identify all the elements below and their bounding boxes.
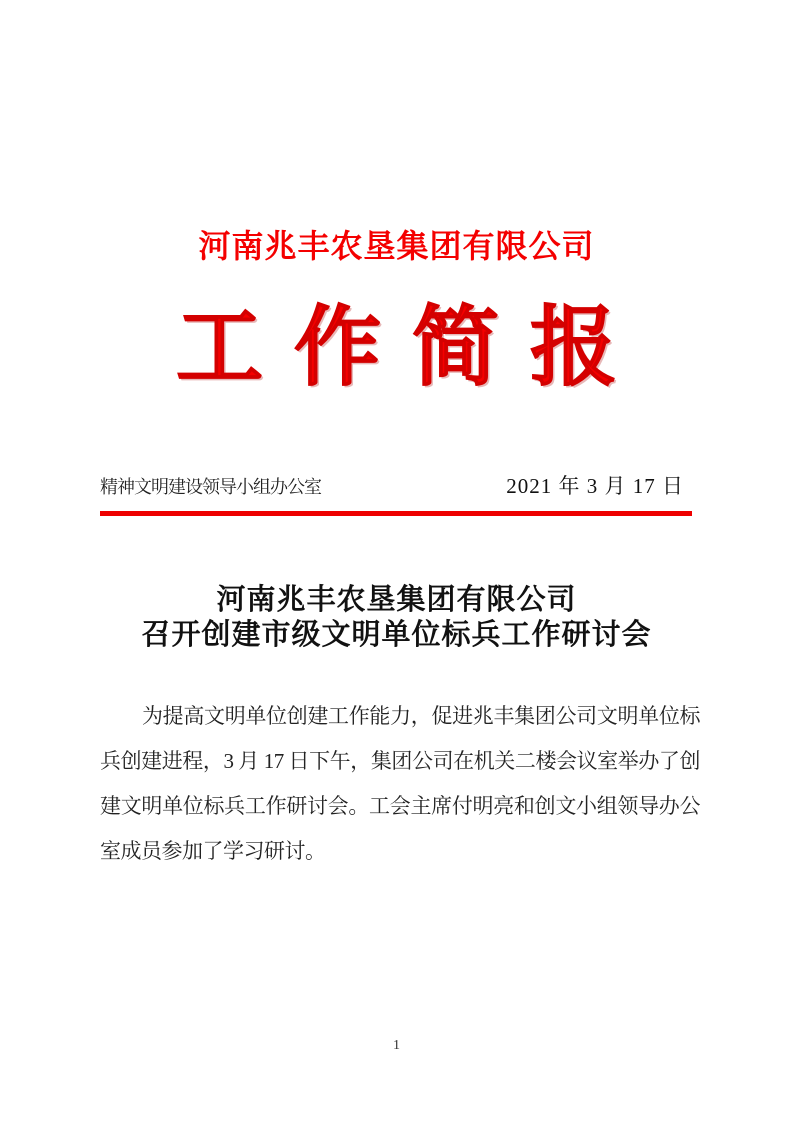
issue-date-label: 2021 年 3 月 17 日	[506, 474, 684, 498]
article-title	[0, 583, 793, 653]
article-title-line2: 召开创建市级文明单位标兵工作研讨会	[141, 619, 652, 651]
company-name-heading: 河南兆丰农垦集团有限公司	[198, 228, 595, 264]
red-divider-rule	[100, 511, 692, 516]
issuer-row	[100, 470, 692, 500]
article-title-line1: 河南兆丰农垦集团有限公司	[216, 584, 577, 616]
page-number: 1	[393, 1038, 400, 1053]
issuing-office-label: 精神文明建设领导小组办公室	[100, 477, 321, 497]
article-body-paragraph: 为提高文明单位创建工作能力，促进兆丰集团公司文明单位标兵创建进程，3 月 17 日下午，集团公司在机关二楼会议室举办了创建文明单位标兵工作研讨会。工会主席付明亮和创文小组领导办公室成员参加了学习研讨。	[100, 704, 700, 863]
bulletin-masthead-title: 工作简报	[176, 299, 648, 396]
